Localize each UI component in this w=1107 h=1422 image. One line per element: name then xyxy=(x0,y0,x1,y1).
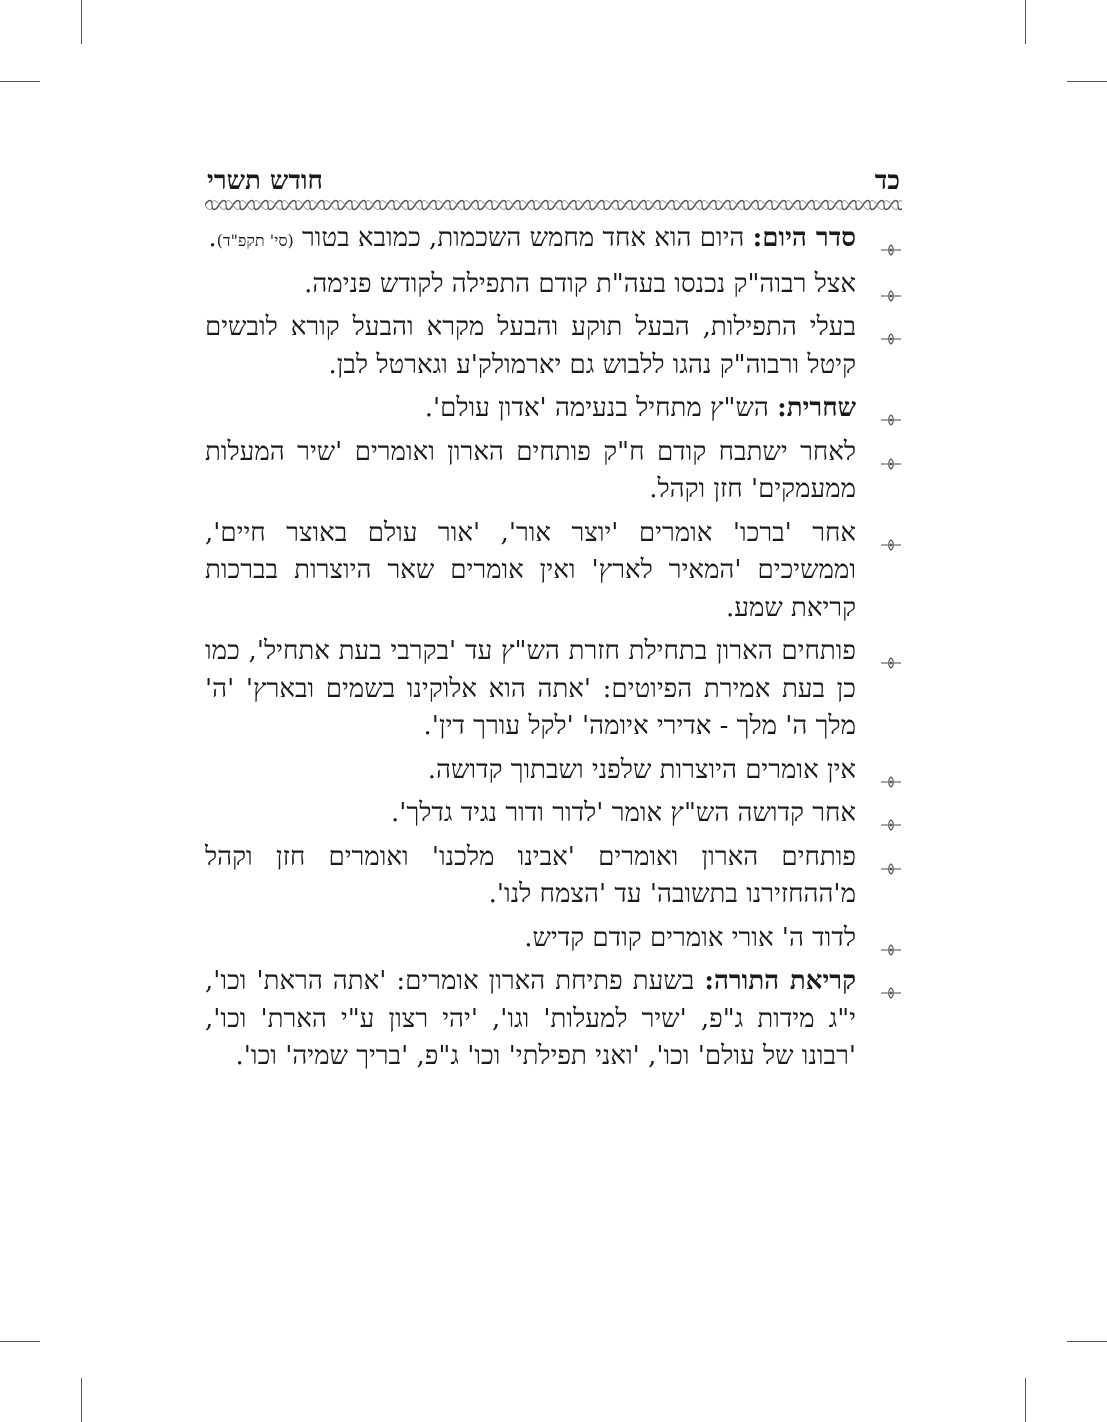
paragraph xyxy=(205,390,902,428)
ornament-bullet-icon xyxy=(880,401,902,415)
paragraph-text: בשעת פתיחת הארון אומרים: 'אתה הראת' וכו', י"ג מידות ג"פ, 'שיר למעלות' וגו', 'יהי רצון ע"י הארת' וכו', 'רבונו של עולם' וכו', 'ואני תפילתי' וכו' ג"פ, 'בריך שמיה' וכו'. xyxy=(205,966,856,1071)
paragraph xyxy=(205,920,902,958)
paragraph-lead: קריאת התורה: xyxy=(704,966,856,996)
paragraph-text: לאחר ישתבח קודם ח"ק פותחים הארון ואומרים 'שיר המעלות ממעמקים' חזן וקהל. xyxy=(205,436,856,504)
paragraph-lead: סדר היום: xyxy=(752,223,856,253)
paragraph xyxy=(205,839,902,914)
paragraph xyxy=(205,434,902,509)
paragraph-text: הש"ץ מתחיל בנעימה 'אדון עולם'. xyxy=(424,393,778,423)
paragraph xyxy=(205,963,902,1076)
paragraph xyxy=(205,266,902,304)
page-header xyxy=(205,166,902,198)
page-number: כד xyxy=(874,166,900,196)
crop-mark xyxy=(1067,81,1107,82)
running-title: חודש תשרי xyxy=(207,166,323,196)
ornament-bullet-icon xyxy=(880,644,902,658)
crop-mark xyxy=(1025,1378,1026,1422)
ornament-bullet-icon xyxy=(880,445,902,459)
paragraph xyxy=(205,309,902,384)
crop-mark xyxy=(1067,1341,1107,1342)
paragraph xyxy=(205,752,902,790)
ornament-bullet-icon xyxy=(880,931,902,945)
paragraph-text: פותחים הארון בתחילת חזרת הש"ץ עד 'בקרבי בעת אתחיל', כמו כן בעת אמירת הפיוטים: 'אתה הוא אלוקינו בשמים ובארץ' 'ה' מלך ה' מלך - אדירי איומה' 'לקל עורך דין'. xyxy=(205,636,856,741)
paragraph xyxy=(205,633,902,746)
crop-mark xyxy=(0,81,40,82)
ornamental-rule xyxy=(205,198,902,212)
ornament-bullet-icon xyxy=(880,231,902,245)
paragraph xyxy=(205,515,902,628)
ornament-bullet-icon xyxy=(880,526,902,540)
source-citation: (סי' תקפ"ד) xyxy=(216,231,294,250)
paragraph-text: אחר קדושה הש"ץ אומר 'לדור ודור נגיד גדלך'. xyxy=(391,798,856,828)
paragraph xyxy=(205,795,902,833)
paragraph-lead: שחרית: xyxy=(777,393,856,423)
paragraph-text: אחר 'ברכו' אומרים 'יוצר אור', 'אור עולם באוצר חיים', וממשיכים 'המאיר לארץ' ואין אומרים שאר היוצרות בברכות קריאת שמע. xyxy=(205,517,856,623)
page-body xyxy=(205,220,902,1082)
crop-mark xyxy=(81,1378,82,1422)
paragraph xyxy=(205,220,902,260)
paragraph-text: בעלי התפילות, הבעל תוקע והבעל מקרא והבעל קורא לובשים קיטל ורבוה"ק נהגו ללבוש גם יארמולק'ע וגארטל לבן. xyxy=(205,312,856,380)
paragraph-text: פותחים הארון ואומרים 'אבינו מלכנו' ואומרים חזן וקהל מ'ההחזירנו בתשובה' עד 'הצמח לנו'. xyxy=(205,841,856,909)
crop-mark xyxy=(81,0,82,44)
crop-mark xyxy=(0,1341,40,1342)
ornament-bullet-icon xyxy=(880,806,902,820)
paragraph-text: היום הוא אחד מחמש השכמות, כמובא בטור xyxy=(293,223,753,253)
paragraph-text: לדוד ה' אורי אומרים קודם קדיש. xyxy=(524,922,856,953)
ornament-bullet-icon xyxy=(880,763,902,777)
crop-mark xyxy=(1025,0,1026,44)
ornament-bullet-icon xyxy=(880,850,902,864)
paragraph-text: אין אומרים היוצרות שלפני ושבתוך קדושה. xyxy=(427,754,856,785)
ornament-bullet-icon xyxy=(880,277,902,291)
ornament-bullet-icon xyxy=(880,320,902,334)
ornament-bullet-icon xyxy=(880,974,902,988)
paragraph-text: אצל רבוה"ק נכנסו בעה"ת קודם התפילה לקודש פנימה. xyxy=(304,268,856,299)
paragraph-tail: . xyxy=(208,223,217,253)
